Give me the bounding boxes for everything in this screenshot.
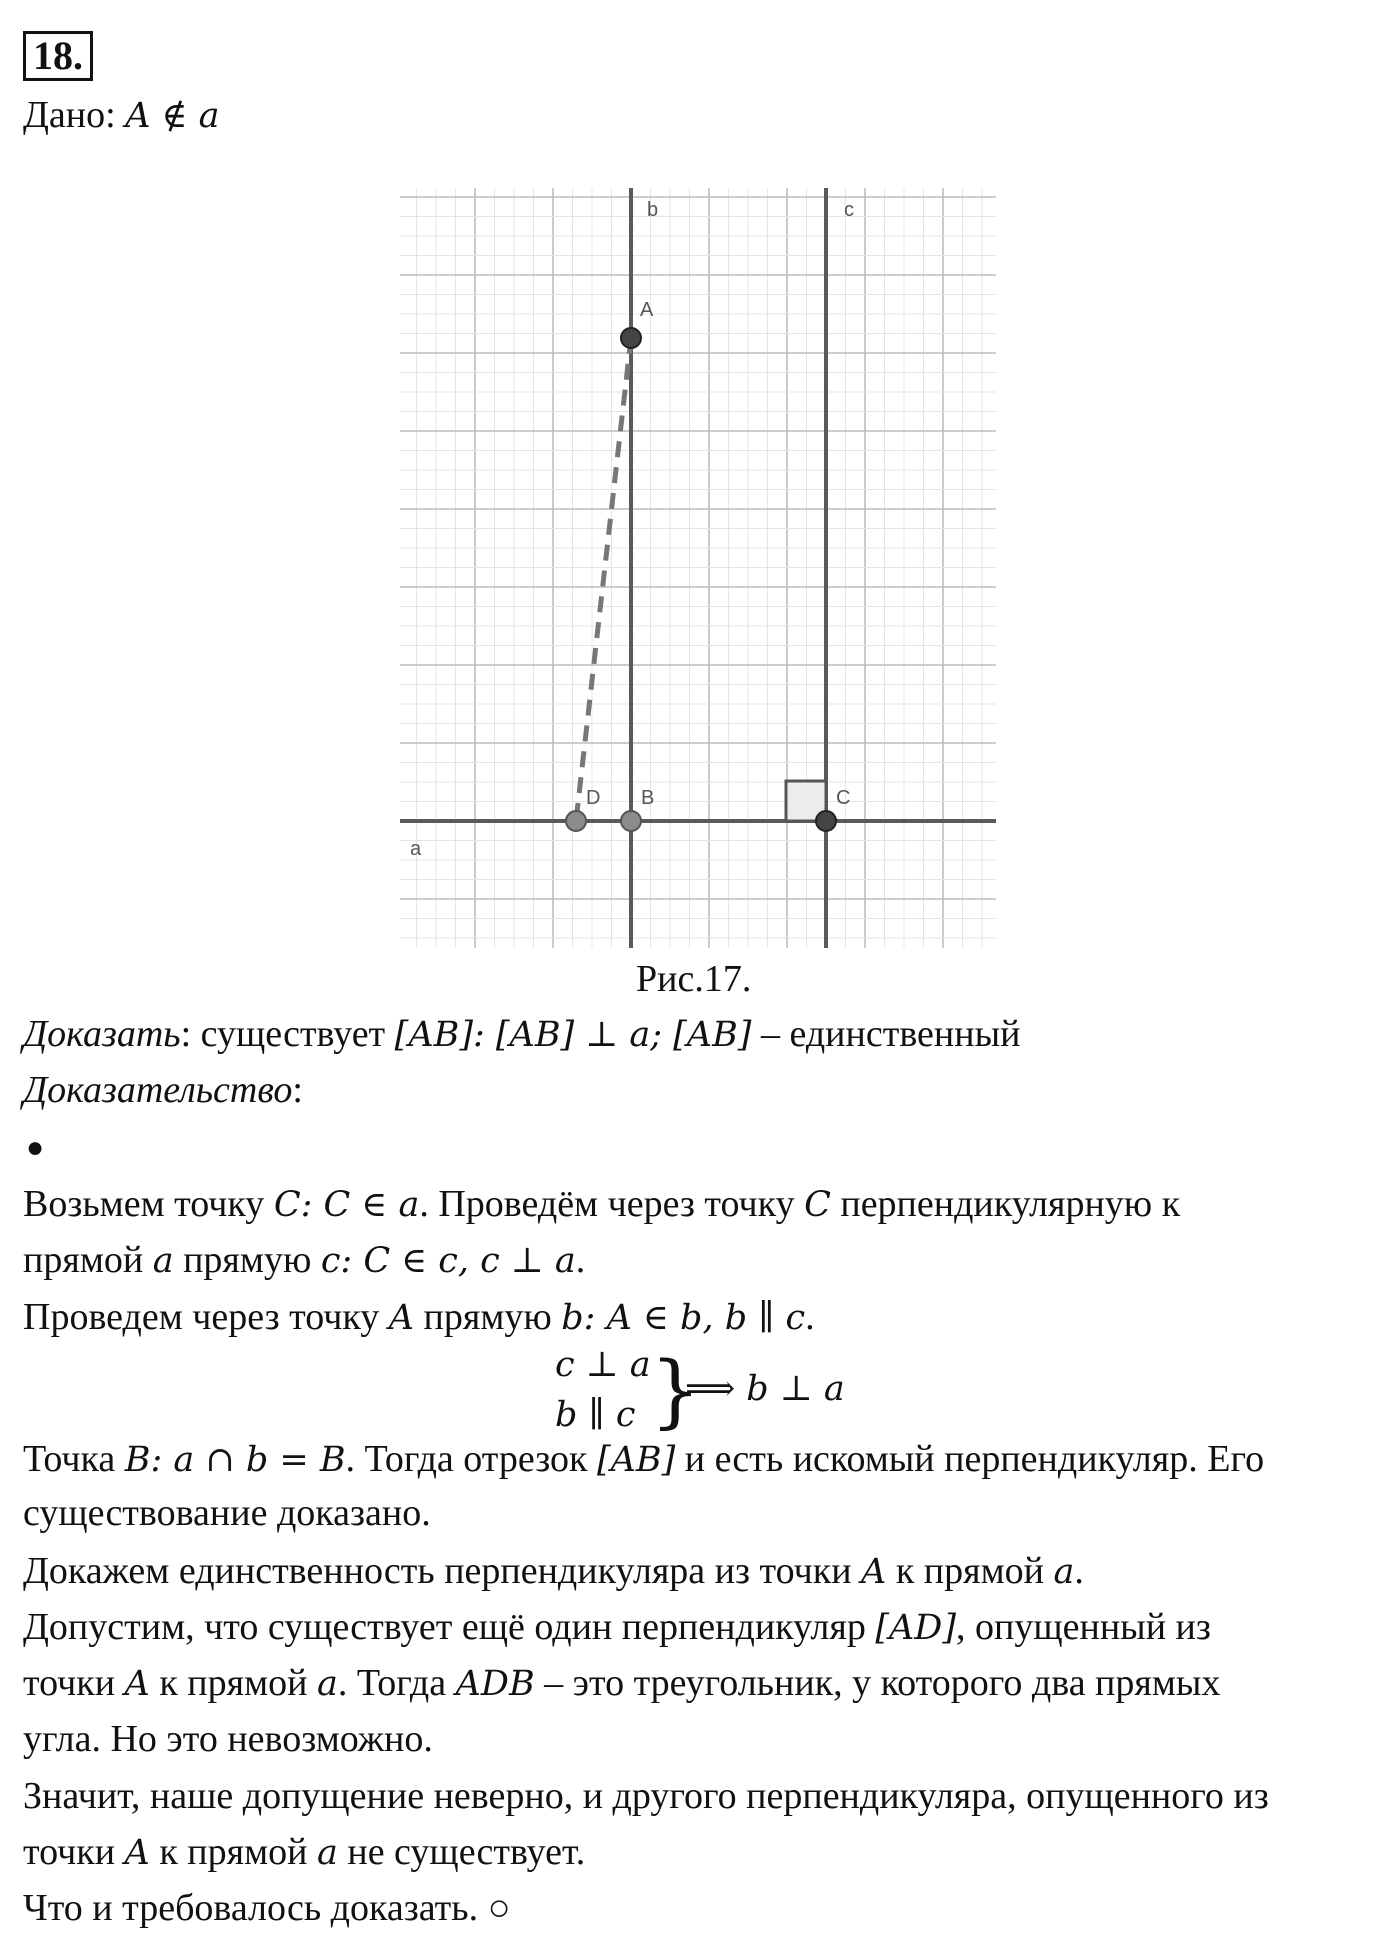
- label-line-c: c: [844, 199, 854, 221]
- proof-label-line: [23, 1067, 303, 1113]
- proof-label: Доказательство: [23, 1069, 293, 1111]
- proof-line-1: [23, 1181, 1180, 1228]
- math: C: C ∈ a: [273, 1185, 420, 1225]
- point-c: [816, 811, 836, 831]
- proof-line-11: [23, 1829, 585, 1876]
- math: A: [124, 1664, 150, 1704]
- math: B: a ∩ b = B: [124, 1440, 346, 1480]
- text: к прямой: [149, 1831, 317, 1873]
- bullet: ●: [26, 1131, 45, 1164]
- proof-colon: :: [292, 1069, 303, 1111]
- text: к прямой: [886, 1550, 1054, 1592]
- given-label: Дано:: [23, 94, 116, 136]
- text: точки: [23, 1831, 125, 1873]
- proof-line-4: [23, 1436, 1264, 1483]
- segment-ad: [576, 338, 631, 821]
- proof-line-5: [23, 1490, 431, 1536]
- figure-17: [400, 188, 996, 948]
- text: Проведем через точку: [23, 1296, 389, 1338]
- math: a: [316, 1664, 338, 1704]
- text: .: [805, 1296, 815, 1338]
- label-point-b: B: [641, 787, 655, 809]
- math: [AB]: [596, 1440, 676, 1480]
- math: A: [861, 1552, 887, 1592]
- proof-line-6: [23, 1548, 1084, 1595]
- label-point-d: D: [586, 787, 601, 809]
- math: b: A ∈ b, b ∥ c: [561, 1298, 806, 1338]
- text: Докажем единственность перпендикуляра из точки: [23, 1550, 862, 1592]
- prove-label: Доказать: [23, 1013, 181, 1055]
- math: a: [1053, 1552, 1075, 1592]
- text: Что и требовалось доказать. ○: [23, 1887, 511, 1929]
- text: не существует.: [337, 1831, 586, 1873]
- math: ADB: [455, 1664, 535, 1704]
- point-d: [566, 811, 586, 831]
- given-statement: A ∉ a: [125, 96, 220, 136]
- label-line-b: b: [647, 199, 659, 221]
- prove-text-2: – единственный: [751, 1013, 1021, 1055]
- grid: [400, 188, 996, 948]
- text: Возьмем точку: [23, 1183, 274, 1225]
- text: . Проведём через точку: [419, 1183, 805, 1225]
- proof-line-8: [23, 1660, 1220, 1707]
- text: – это треугольник, у которого два прямых: [534, 1662, 1221, 1704]
- math: c: C ∈ c, c ⊥ a: [320, 1241, 576, 1281]
- implication-system: [555, 1345, 855, 1445]
- prove-math: [AB]: [AB] ⊥ a; [AB]: [394, 1015, 752, 1055]
- system-row-1: c ⊥ a: [555, 1345, 651, 1385]
- prove-colon: :: [180, 1013, 192, 1055]
- text: точки: [23, 1662, 125, 1704]
- text: перпендикулярную к: [830, 1183, 1181, 1225]
- text: прямой: [23, 1239, 153, 1281]
- proof-line-10: [23, 1773, 1269, 1819]
- proof-line-9: [23, 1716, 433, 1762]
- given-line: [23, 92, 220, 139]
- math: A: [124, 1833, 150, 1873]
- text: прямую: [173, 1239, 321, 1281]
- math: a: [316, 1833, 338, 1873]
- system-row-2: b ∥ c: [555, 1395, 636, 1435]
- text: , опущенный из: [956, 1606, 1211, 1648]
- text: . Тогда отрезок: [345, 1438, 597, 1480]
- proof-line-2: [23, 1237, 585, 1284]
- problem-number: 18.: [23, 31, 93, 81]
- label-line-a: a: [410, 838, 422, 860]
- prove-line: [23, 1011, 1020, 1058]
- proof-line-3: [23, 1294, 815, 1341]
- proof-line-12: [23, 1885, 511, 1931]
- math: [AD]: [875, 1608, 957, 1648]
- system-result: ⟹ b ⊥ a: [685, 1369, 845, 1409]
- text: и есть искомый перпендикуляр. Его: [675, 1438, 1265, 1480]
- label-point-a: A: [640, 299, 654, 321]
- text: .: [575, 1239, 586, 1281]
- math: a: [152, 1241, 174, 1281]
- geometry-diagram: [400, 188, 996, 948]
- point-b: [621, 811, 641, 831]
- system-brace: }: [650, 1344, 701, 1437]
- text: к прямой: [149, 1662, 317, 1704]
- text: угла. Но это невозможно.: [23, 1718, 433, 1760]
- figure-caption: Рис.17.: [636, 958, 752, 1000]
- prove-text-1: существует: [191, 1013, 395, 1055]
- text: .: [1074, 1550, 1084, 1592]
- proof-line-7: [23, 1604, 1211, 1651]
- text: Точка: [23, 1438, 125, 1480]
- math: C: [804, 1185, 831, 1225]
- point-a: [621, 328, 641, 348]
- text: Допустим, что существует ещё один перпендикуляр: [23, 1606, 876, 1648]
- label-point-c: C: [836, 787, 851, 809]
- math: A: [388, 1298, 415, 1338]
- text: существование доказано.: [23, 1492, 431, 1534]
- text: . Тогда: [337, 1662, 456, 1704]
- text: прямую: [414, 1296, 562, 1338]
- text: Значит, наше допущение неверно, и другого перпендикуляра, опущенного из: [23, 1775, 1269, 1817]
